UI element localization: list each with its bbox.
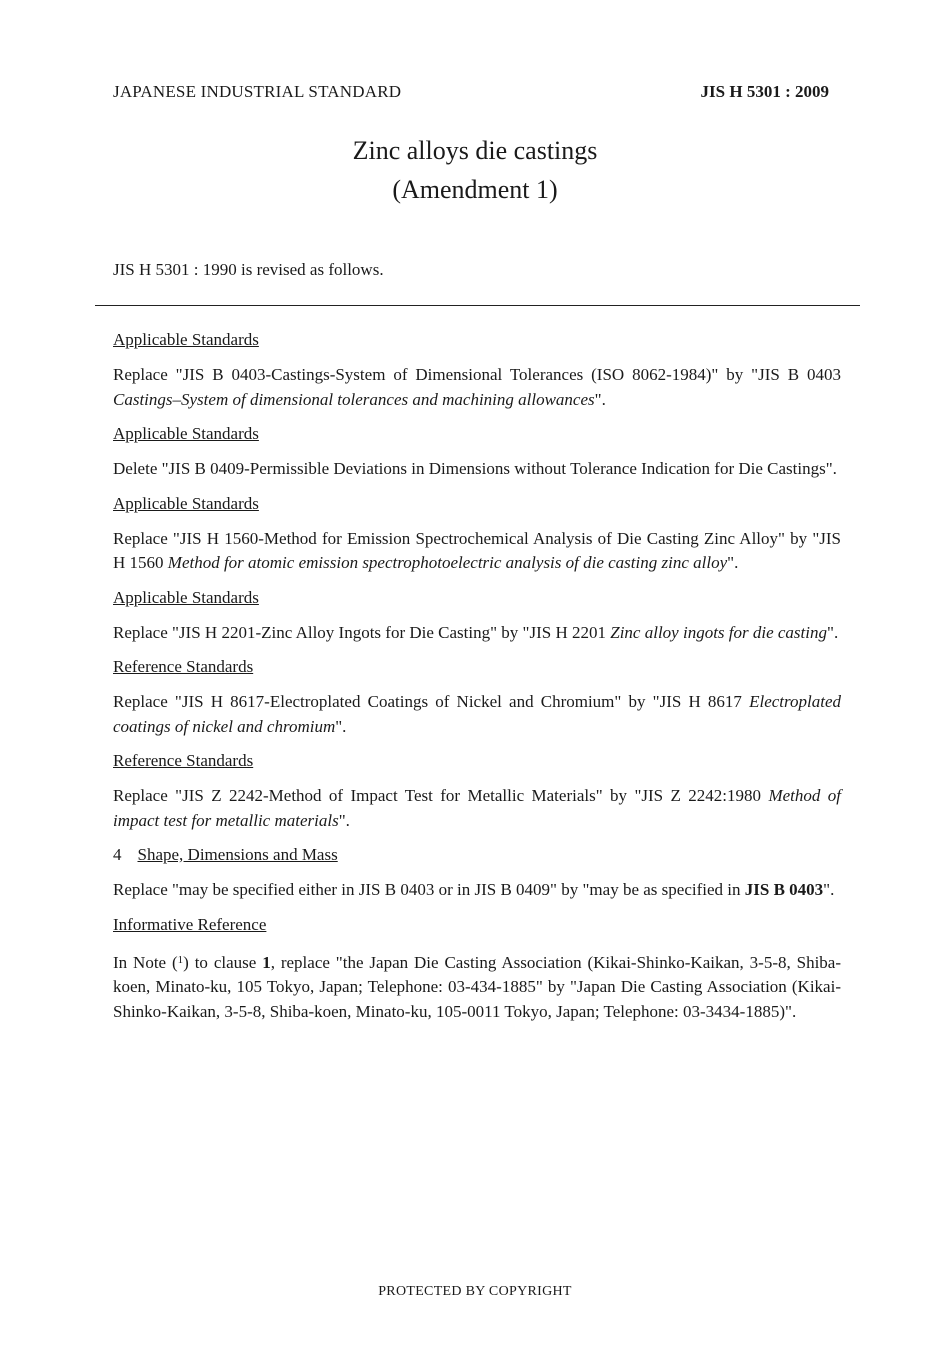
italic-title: Castings–System of dimensional tolerances and machining allowances bbox=[113, 389, 595, 409]
bold-reference: 1 bbox=[262, 952, 271, 972]
italic-title: Method of impact test for metallic materials bbox=[113, 786, 841, 830]
section-heading: Reference Standards bbox=[113, 751, 254, 770]
text-run: Replace "JIS H 1560-Method for Emission Spectrochemical Analysis of Die Casting Zinc Alloy" by "JIS H 1560 bbox=[113, 528, 841, 572]
section-text bbox=[113, 621, 841, 646]
text-run: Replace "JIS H 2201-Zinc Alloy Ingots for Die Casting" by "JIS H 2201 bbox=[113, 622, 611, 642]
text-run: ". bbox=[727, 553, 739, 572]
bold-reference: JIS B 0403 bbox=[744, 880, 824, 899]
amendment-list bbox=[113, 328, 841, 1034]
italic-title: Method for atomic emission spectrophotoelectric analysis of die casting zinc alloy bbox=[167, 553, 728, 572]
text-run: Replace "JIS Z 2242-Method of Impact Test for Metallic Materials" by "JIS Z 2242:1980 bbox=[113, 786, 769, 805]
amendment-section bbox=[113, 913, 841, 1025]
text-run: Replace "JIS H 8617-Electroplated Coatings of Nickel and Chromium" by "JIS H 8617 bbox=[113, 692, 750, 711]
text-run: In Note ( bbox=[113, 952, 178, 972]
standard-label: JAPANESE INDUSTRIAL STANDARD bbox=[113, 82, 402, 101]
amendment-section bbox=[113, 655, 841, 739]
italic-title: Electroplated coatings of nickel and chromium bbox=[113, 692, 841, 736]
text-run: Replace "JIS B 0403-Castings-System of Dimensional Tolerances (ISO 8062-1984)" by "JIS B 0403 bbox=[113, 365, 841, 384]
text-run: ) to clause bbox=[183, 952, 263, 972]
divider-rule bbox=[95, 305, 860, 306]
text-run: , replace "the Japan Die Casting Association (Kikai-Shinko-Kaikan, 3-5-8, Shiba-koen, Minato-ku, 105 Tokyo, Japan; Telephone: 03-434-1885" by "Japan Die Casting Association (Kikai-Shinko-Kaikan, 3-5-8, Shiba-koen, Minato-ku, 105-0011 Tokyo, Japan; Telephone: 03-3434-1885)". bbox=[113, 952, 842, 1021]
section-heading: Applicable Standards bbox=[113, 424, 259, 443]
section-number: 4 bbox=[113, 845, 122, 864]
document-subtitle: (Amendment 1) bbox=[392, 175, 558, 204]
section-text bbox=[113, 878, 841, 903]
section-heading: Informative Reference bbox=[113, 914, 267, 934]
italic-title: Zinc alloy ingots for die casting bbox=[610, 622, 827, 642]
section-heading: Applicable Standards bbox=[113, 587, 259, 607]
section-heading bbox=[113, 843, 841, 867]
section-heading: Reference Standards bbox=[113, 657, 254, 676]
amendment-section bbox=[113, 586, 841, 646]
text-run: ". bbox=[338, 810, 350, 830]
section-heading: Applicable Standards bbox=[113, 330, 259, 349]
section-text bbox=[113, 784, 841, 833]
amendment-section bbox=[113, 422, 841, 482]
amendment-section bbox=[113, 749, 841, 833]
copyright-footer: PROTECTED BY COPYRIGHT bbox=[378, 1284, 572, 1299]
section-title: Shape, Dimensions and Mass bbox=[137, 845, 338, 864]
text-run: ". bbox=[594, 389, 606, 409]
note-superscript: 1 bbox=[177, 953, 184, 966]
section-text bbox=[113, 690, 841, 739]
amendment-section bbox=[113, 843, 841, 903]
standard-number: JIS H 5301 : 2009 bbox=[700, 82, 829, 101]
amendment-section bbox=[113, 328, 841, 412]
amendment-section bbox=[113, 492, 841, 576]
text-run: ". bbox=[335, 716, 347, 736]
text-run: ". bbox=[823, 880, 835, 899]
text-run: Replace "may be specified either in JIS B 0403 or in JIS B 0409" by "may be as specified in bbox=[113, 880, 745, 899]
section-text bbox=[113, 948, 841, 1025]
section-heading: Applicable Standards bbox=[113, 493, 259, 513]
document-title: Zinc alloys die castings bbox=[352, 136, 598, 165]
section-text: Delete "JIS B 0409-Permissible Deviations in Dimensions without Tolerance Indication for Die Castings". bbox=[113, 459, 837, 478]
text-run: ". bbox=[827, 622, 839, 642]
intro-text: JIS H 5301 : 1990 is revised as follows. bbox=[113, 260, 384, 279]
section-text bbox=[113, 363, 841, 412]
section-text bbox=[113, 527, 841, 576]
